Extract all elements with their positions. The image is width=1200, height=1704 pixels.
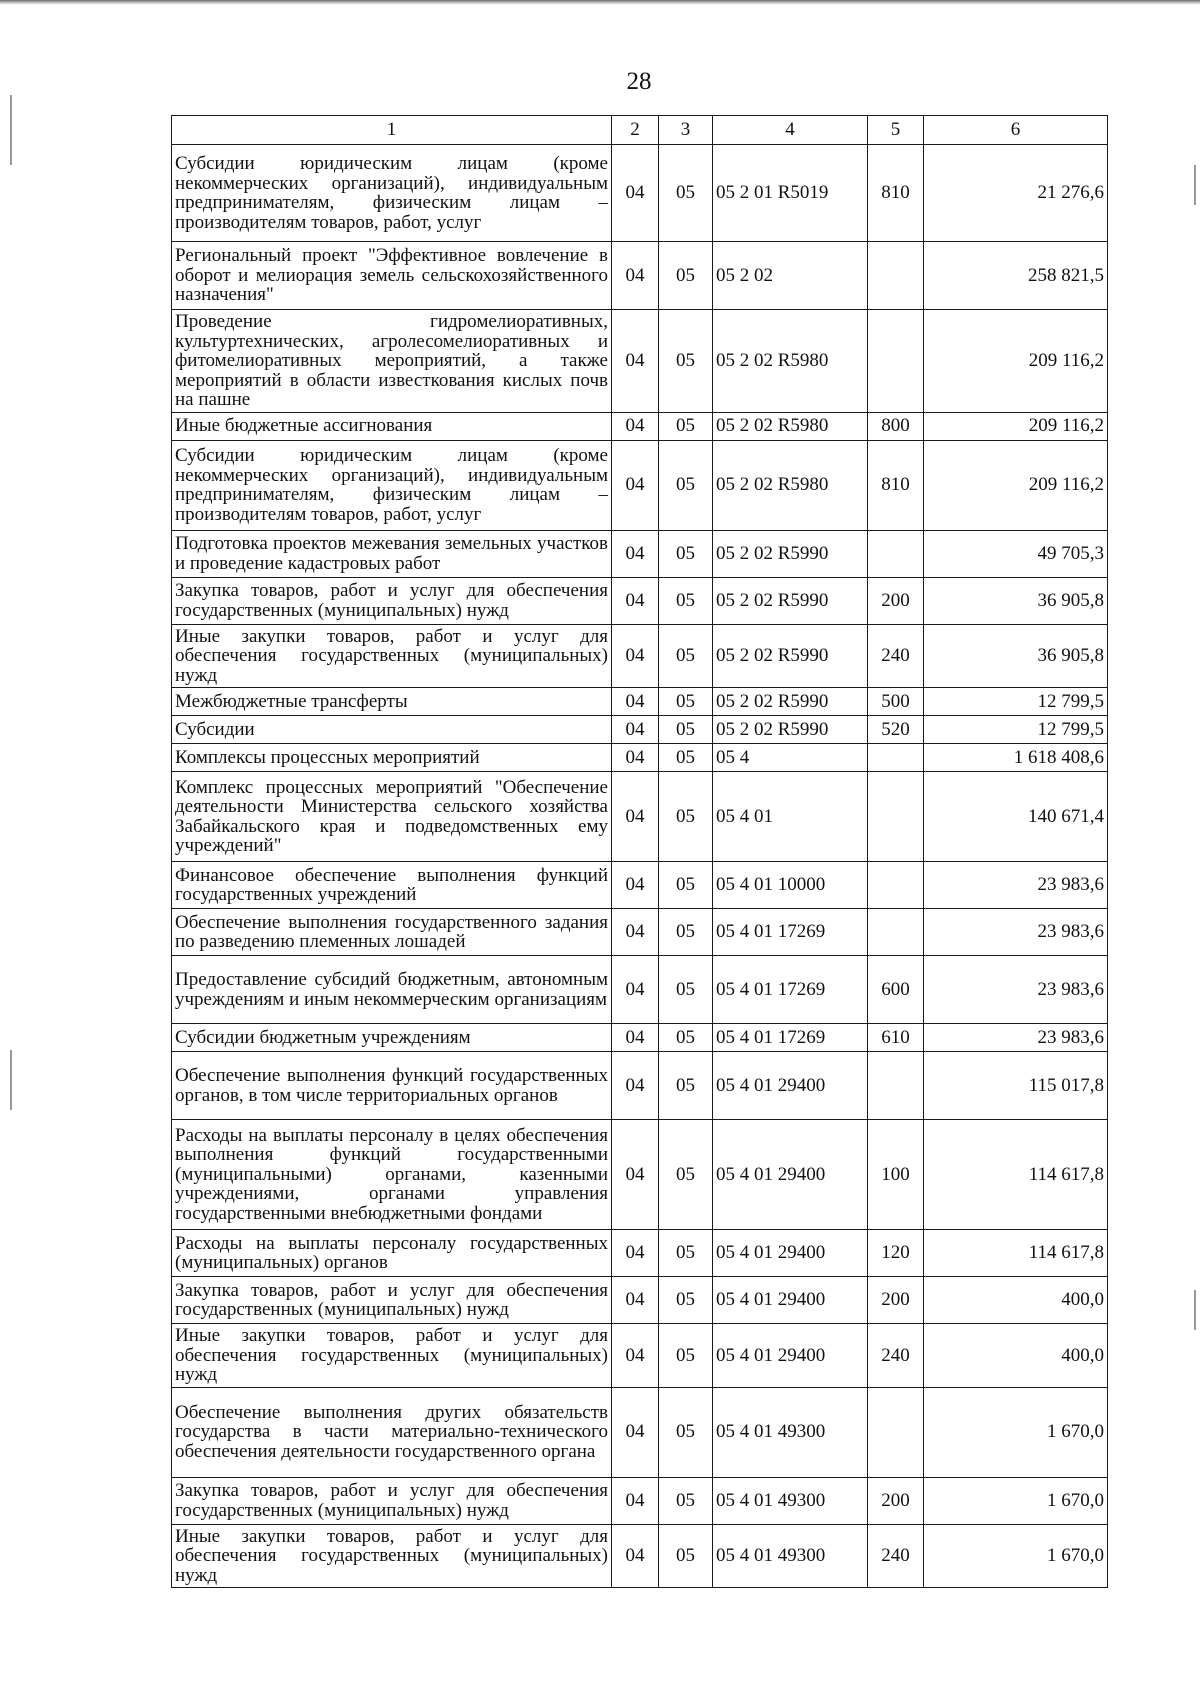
row-description: Предоставление субсидий бюджетным, автономным учреждениям и иным некоммерческим организациям xyxy=(172,956,612,1024)
row-section-code: 04 xyxy=(612,1120,659,1230)
row-amount: 115 017,8 xyxy=(924,1052,1108,1120)
row-section-code: 04 xyxy=(612,1277,659,1324)
row-description: Субсидии юридическим лицам (кроме некоммерческих организаций), индивидуальным предпринимателям, физическим лицам – производителям товаров, работ, услуг xyxy=(172,440,612,530)
table-body xyxy=(172,145,1108,1588)
row-section-code: 04 xyxy=(612,412,659,440)
row-section-code: 04 xyxy=(612,1477,659,1524)
row-target-article: 05 4 01 29400 xyxy=(713,1120,868,1230)
column-header: 4 xyxy=(713,116,868,145)
row-description: Иные закупки товаров, работ и услуг для обеспечения государственных (муниципальных) нужд xyxy=(172,1324,612,1388)
row-description: Финансовое обеспечение выполнения функций государственных учреждений xyxy=(172,862,612,909)
row-subsection-code: 05 xyxy=(659,1230,713,1277)
row-subsection-code: 05 xyxy=(659,1052,713,1120)
row-expense-type: 120 xyxy=(868,1230,924,1277)
row-target-article: 05 4 01 49300 xyxy=(713,1524,868,1588)
row-target-article: 05 4 01 29400 xyxy=(713,1324,868,1388)
row-target-article: 05 2 01 R5019 xyxy=(713,145,868,242)
row-expense-type: 240 xyxy=(868,1324,924,1388)
row-amount: 1 670,0 xyxy=(924,1524,1108,1588)
row-amount: 49 705,3 xyxy=(924,530,1108,577)
row-expense-type: 810 xyxy=(868,440,924,530)
table-row xyxy=(172,716,1108,744)
row-subsection-code: 05 xyxy=(659,1324,713,1388)
row-section-code: 04 xyxy=(612,716,659,744)
row-amount: 23 983,6 xyxy=(924,862,1108,909)
row-section-code: 04 xyxy=(612,624,659,688)
scan-top-edge xyxy=(0,0,1200,5)
table-row xyxy=(172,145,1108,242)
row-amount: 23 983,6 xyxy=(924,1024,1108,1052)
table-row xyxy=(172,1387,1108,1477)
row-expense-type xyxy=(868,1052,924,1120)
row-expense-type xyxy=(868,1387,924,1477)
table-row xyxy=(172,1024,1108,1052)
row-section-code: 04 xyxy=(612,688,659,716)
page-number: 28 xyxy=(626,68,652,95)
table-row xyxy=(172,772,1108,862)
row-subsection-code: 05 xyxy=(659,145,713,242)
row-target-article: 05 2 02 R5990 xyxy=(713,530,868,577)
row-description: Закупка товаров, работ и услуг для обеспечения государственных (муниципальных) нужд xyxy=(172,1477,612,1524)
row-section-code: 04 xyxy=(612,909,659,956)
row-description: Субсидии юридическим лицам (кроме некоммерческих организаций), индивидуальным предпринимателям, физическим лицам – производителям товаров, работ, услуг xyxy=(172,145,612,242)
row-subsection-code: 05 xyxy=(659,577,713,624)
row-section-code: 04 xyxy=(612,1230,659,1277)
table-row xyxy=(172,1120,1108,1230)
row-expense-type: 500 xyxy=(868,688,924,716)
row-description: Подготовка проектов межевания земельных участков и проведение кадастровых работ xyxy=(172,530,612,577)
row-target-article: 05 4 01 17269 xyxy=(713,909,868,956)
row-expense-type xyxy=(868,530,924,577)
row-section-code: 04 xyxy=(612,772,659,862)
row-expense-type xyxy=(868,862,924,909)
row-description: Расходы на выплаты персоналу в целях обеспечения выполнения функций государственными (муниципальными) органами, казенными учреждениями, органами управления государственными внебюджетными фондами xyxy=(172,1120,612,1230)
row-expense-type xyxy=(868,909,924,956)
row-target-article: 05 2 02 R5990 xyxy=(713,688,868,716)
row-subsection-code: 05 xyxy=(659,412,713,440)
row-amount: 209 116,2 xyxy=(924,412,1108,440)
scan-artifact-right-top xyxy=(1194,165,1196,205)
table-row xyxy=(172,1524,1108,1588)
row-section-code: 04 xyxy=(612,1387,659,1477)
row-section-code: 04 xyxy=(612,145,659,242)
row-subsection-code: 05 xyxy=(659,1024,713,1052)
table-row xyxy=(172,744,1108,772)
row-subsection-code: 05 xyxy=(659,956,713,1024)
row-target-article: 05 2 02 R5990 xyxy=(713,577,868,624)
row-target-article: 05 4 01 29400 xyxy=(713,1230,868,1277)
row-description: Закупка товаров, работ и услуг для обеспечения государственных (муниципальных) нужд xyxy=(172,1277,612,1324)
row-subsection-code: 05 xyxy=(659,688,713,716)
row-target-article: 05 4 xyxy=(713,744,868,772)
row-expense-type: 810 xyxy=(868,145,924,242)
table-row xyxy=(172,1477,1108,1524)
table-row xyxy=(172,1324,1108,1388)
table-header-row xyxy=(172,116,1108,145)
row-expense-type xyxy=(868,242,924,310)
row-target-article: 05 4 01 xyxy=(713,772,868,862)
table-row xyxy=(172,624,1108,688)
row-section-code: 04 xyxy=(612,1524,659,1588)
table-row xyxy=(172,310,1108,413)
column-header: 1 xyxy=(172,116,612,145)
row-description: Закупка товаров, работ и услуг для обеспечения государственных (муниципальных) нужд xyxy=(172,577,612,624)
row-subsection-code: 05 xyxy=(659,440,713,530)
table-row xyxy=(172,909,1108,956)
row-subsection-code: 05 xyxy=(659,909,713,956)
row-target-article: 05 2 02 R5990 xyxy=(713,624,868,688)
row-description: Иные бюджетные ассигнования xyxy=(172,412,612,440)
row-amount: 400,0 xyxy=(924,1277,1108,1324)
row-expense-type: 240 xyxy=(868,624,924,688)
table-row xyxy=(172,412,1108,440)
row-subsection-code: 05 xyxy=(659,1387,713,1477)
row-description: Обеспечение выполнения других обязательств государства в части материально-технического обеспечения деятельности государственного органа xyxy=(172,1387,612,1477)
column-header: 5 xyxy=(868,116,924,145)
row-expense-type xyxy=(868,310,924,413)
row-subsection-code: 05 xyxy=(659,624,713,688)
row-expense-type: 200 xyxy=(868,1477,924,1524)
row-subsection-code: 05 xyxy=(659,772,713,862)
row-amount: 400,0 xyxy=(924,1324,1108,1388)
row-expense-type: 200 xyxy=(868,577,924,624)
row-description: Обеспечение выполнения государственного задания по разведению племенных лошадей xyxy=(172,909,612,956)
table-row xyxy=(172,862,1108,909)
row-section-code: 04 xyxy=(612,310,659,413)
budget-table xyxy=(171,115,1108,1588)
row-amount: 114 617,8 xyxy=(924,1120,1108,1230)
row-section-code: 04 xyxy=(612,530,659,577)
row-amount: 36 905,8 xyxy=(924,577,1108,624)
row-amount: 258 821,5 xyxy=(924,242,1108,310)
scan-artifact-left-top xyxy=(10,95,12,165)
row-target-article: 05 4 01 10000 xyxy=(713,862,868,909)
table-row xyxy=(172,242,1108,310)
row-expense-type: 520 xyxy=(868,716,924,744)
row-description: Межбюджетные трансферты xyxy=(172,688,612,716)
row-description: Комплекс процессных мероприятий "Обеспечение деятельности Министерства сельского хозяйства Забайкальского края и подведомственных ему учреждений" xyxy=(172,772,612,862)
row-target-article: 05 2 02 R5980 xyxy=(713,310,868,413)
column-header: 6 xyxy=(924,116,1108,145)
table-row xyxy=(172,1052,1108,1120)
row-subsection-code: 05 xyxy=(659,530,713,577)
row-amount: 21 276,6 xyxy=(924,145,1108,242)
row-amount: 36 905,8 xyxy=(924,624,1108,688)
scan-artifact-left-bottom xyxy=(10,1050,12,1110)
table-row xyxy=(172,577,1108,624)
row-target-article: 05 2 02 R5990 xyxy=(713,716,868,744)
row-description: Иные закупки товаров, работ и услуг для обеспечения государственных (муниципальных) нужд xyxy=(172,1524,612,1588)
row-subsection-code: 05 xyxy=(659,1477,713,1524)
row-subsection-code: 05 xyxy=(659,716,713,744)
row-target-article: 05 2 02 R5980 xyxy=(713,440,868,530)
row-subsection-code: 05 xyxy=(659,242,713,310)
row-description: Проведение гидромелиоративных, культуртехнических, агролесомелиоративных и фитомелиоративных мероприятий, а также мероприятий в области известкования кислых почв на пашне xyxy=(172,310,612,413)
table-row xyxy=(172,956,1108,1024)
row-target-article: 05 2 02 xyxy=(713,242,868,310)
row-description: Обеспечение выполнения функций государственных органов, в том числе территориальных органов xyxy=(172,1052,612,1120)
table-row xyxy=(172,1230,1108,1277)
column-header: 3 xyxy=(659,116,713,145)
row-target-article: 05 4 01 29400 xyxy=(713,1052,868,1120)
row-target-article: 05 4 01 49300 xyxy=(713,1477,868,1524)
table-row xyxy=(172,1277,1108,1324)
row-expense-type: 240 xyxy=(868,1524,924,1588)
row-amount: 209 116,2 xyxy=(924,310,1108,413)
row-subsection-code: 05 xyxy=(659,862,713,909)
row-target-article: 05 4 01 49300 xyxy=(713,1387,868,1477)
table-row xyxy=(172,530,1108,577)
row-expense-type: 100 xyxy=(868,1120,924,1230)
row-subsection-code: 05 xyxy=(659,1524,713,1588)
table-row xyxy=(172,440,1108,530)
table-row xyxy=(172,688,1108,716)
row-expense-type: 600 xyxy=(868,956,924,1024)
row-target-article: 05 4 01 29400 xyxy=(713,1277,868,1324)
row-subsection-code: 05 xyxy=(659,744,713,772)
row-amount: 209 116,2 xyxy=(924,440,1108,530)
row-description: Субсидии бюджетным учреждениям xyxy=(172,1024,612,1052)
row-amount: 12 799,5 xyxy=(924,688,1108,716)
row-amount: 140 671,4 xyxy=(924,772,1108,862)
row-description: Субсидии xyxy=(172,716,612,744)
row-section-code: 04 xyxy=(612,1324,659,1388)
row-section-code: 04 xyxy=(612,577,659,624)
row-expense-type xyxy=(868,772,924,862)
row-amount: 1 670,0 xyxy=(924,1477,1108,1524)
row-section-code: 04 xyxy=(612,440,659,530)
row-target-article: 05 2 02 R5980 xyxy=(713,412,868,440)
row-expense-type: 610 xyxy=(868,1024,924,1052)
row-section-code: 04 xyxy=(612,956,659,1024)
row-section-code: 04 xyxy=(612,242,659,310)
row-description: Иные закупки товаров, работ и услуг для обеспечения государственных (муниципальных) нужд xyxy=(172,624,612,688)
row-amount: 1 670,0 xyxy=(924,1387,1108,1477)
row-section-code: 04 xyxy=(612,744,659,772)
column-header: 2 xyxy=(612,116,659,145)
row-subsection-code: 05 xyxy=(659,1277,713,1324)
row-section-code: 04 xyxy=(612,1024,659,1052)
row-amount: 12 799,5 xyxy=(924,716,1108,744)
row-amount: 23 983,6 xyxy=(924,909,1108,956)
row-expense-type xyxy=(868,744,924,772)
row-subsection-code: 05 xyxy=(659,310,713,413)
row-target-article: 05 4 01 17269 xyxy=(713,1024,868,1052)
row-description: Комплексы процессных мероприятий xyxy=(172,744,612,772)
row-amount: 1 618 408,6 xyxy=(924,744,1108,772)
row-expense-type: 800 xyxy=(868,412,924,440)
row-section-code: 04 xyxy=(612,862,659,909)
row-expense-type: 200 xyxy=(868,1277,924,1324)
row-description: Расходы на выплаты персоналу государственных (муниципальных) органов xyxy=(172,1230,612,1277)
row-section-code: 04 xyxy=(612,1052,659,1120)
row-description: Региональный проект "Эффективное вовлечение в оборот и мелиорация земель сельскохозяйственного назначения" xyxy=(172,242,612,310)
row-amount: 23 983,6 xyxy=(924,956,1108,1024)
row-subsection-code: 05 xyxy=(659,1120,713,1230)
row-target-article: 05 4 01 17269 xyxy=(713,956,868,1024)
row-amount: 114 617,8 xyxy=(924,1230,1108,1277)
scan-artifact-right-bottom xyxy=(1194,1290,1196,1330)
